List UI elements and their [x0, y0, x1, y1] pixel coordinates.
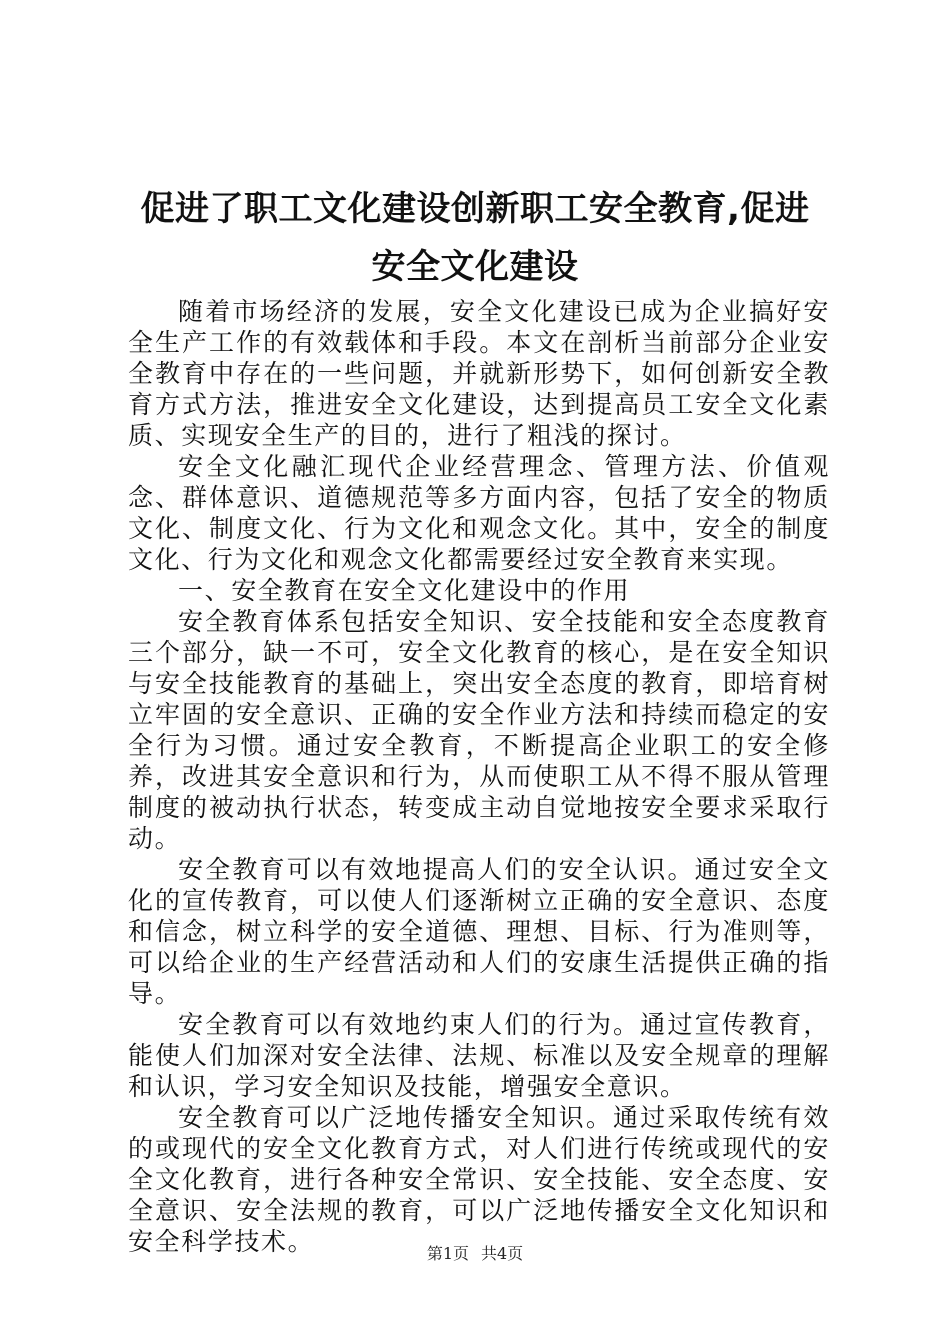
document-title [100, 180, 850, 296]
page-total: 共4页 [481, 1244, 524, 1263]
body-paragraph: 安全文化融汇现代企业经营理念、管理方法、价值观念、群体意识、道德规范等多方面内容，包括了安全的物质文化、制度文化、行为文化和观念文化。其中，安全的制度文化、行为文化和观念文化都需要经过安全教育来实现。 [128, 452, 830, 574]
title-line-2: 安全文化建设 [371, 247, 579, 287]
page-footer [0, 1243, 950, 1265]
section-paragraph: 安全教育可以广泛地传播安全知识。通过采取传统有效的或现代的安全文化教育方式，对人们进行传统或现代的安全文化教育，进行各种安全常识、安全技能、安全态度、安全意识、安全法规的教育，可以广泛地传播安全文化知识和安全科学技术。 [128, 1103, 830, 1256]
title-line-1: 促进了职工文化建设创新职工安全教育,促进 [140, 189, 810, 229]
intro-paragraph: 随着市场经济的发展，安全文化建设已成为企业搞好安全生产工作的有效载体和手段。本文在剖析当前部分企业安全教育中存在的一些问题，并就新形势下，如何创新安全教育方式方法，推进安全文化建设，达到提高员工安全文化素质、实现安全生产的目的，进行了粗浅的探讨。 [128, 297, 830, 450]
section-heading: 一、安全教育在安全文化建设中的作用 [178, 576, 631, 605]
section-paragraph: 安全教育可以有效地约束人们的行为。通过宣传教育，能使人们加深对安全法律、法规、标准以及安全规章的理解和认识，学习安全知识及技能，增强安全意识。 [128, 1010, 830, 1101]
document-body [128, 296, 830, 1257]
section-paragraph: 安全教育可以有效地提高人们的安全认识。通过安全文化的宣传教育，可以使人们逐渐树立正确的安全意识、态度和信念，树立科学的安全道德、理想、目标、行为准则等，可以给企业的生产经营活动和人们的安康生活提供正确的指导。 [128, 855, 830, 1008]
page-number: 第1页 [426, 1244, 469, 1263]
section-paragraph: 安全教育体系包括安全知识、安全技能和安全态度教育三个部分，缺一不可，安全文化教育的核心，是在安全知识与安全技能教育的基础上，突出安全态度的教育，即培育树立牢固的安全意识、正确的安全作业方法和持续而稳定的安全行为习惯。通过安全教育，不断提高企业职工的安全修养，改进其安全意识和行为，从而使职工从不得不服从管理制度的被动执行状态，转变成主动自觉地按安全要求采取行动。 [128, 607, 830, 853]
